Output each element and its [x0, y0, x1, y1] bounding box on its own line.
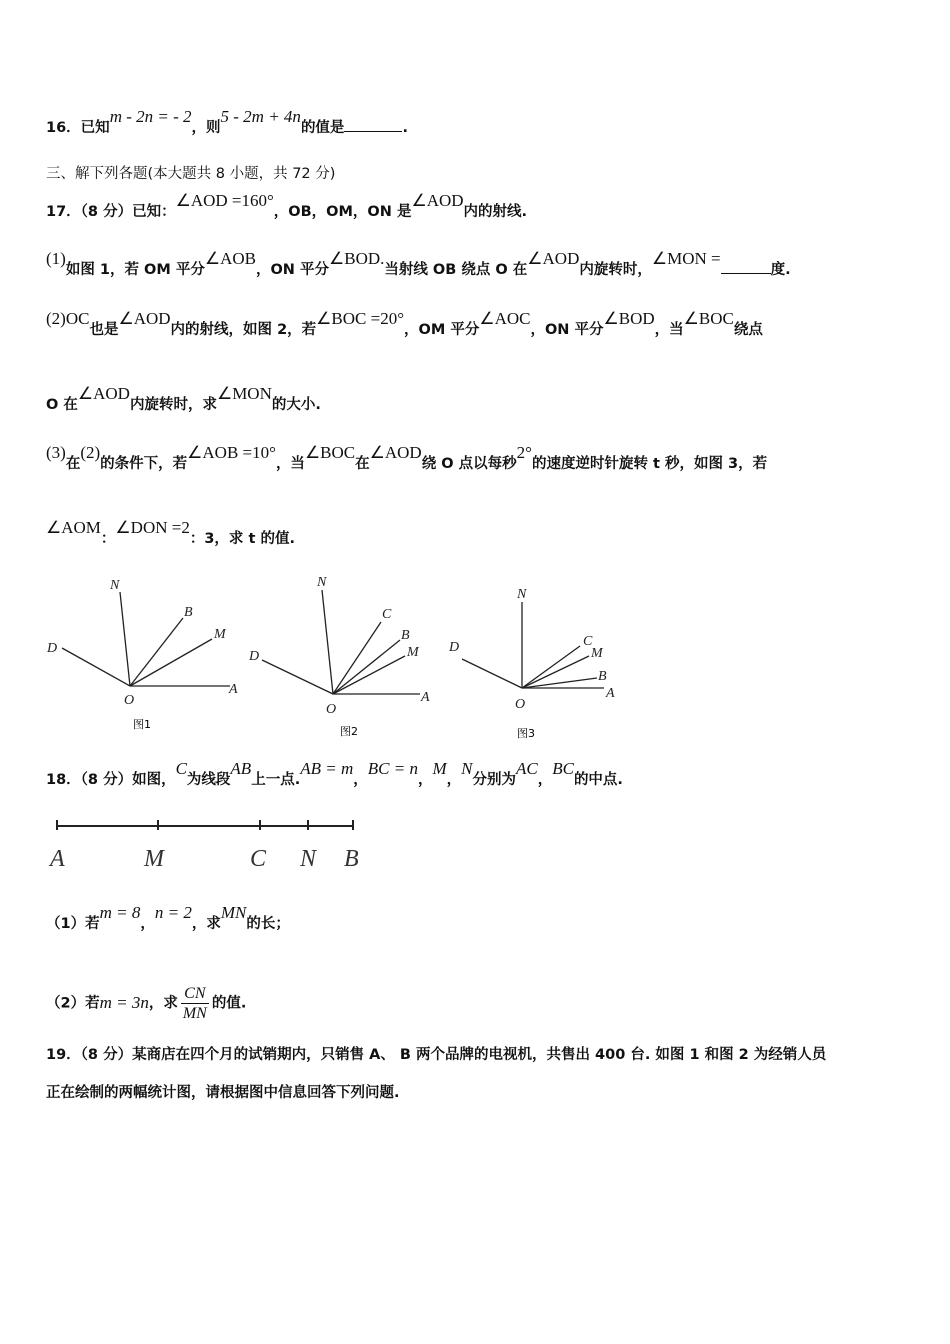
q18-part2: （2）若m = 3n，求 $\frac{CN}{MN}$ 的值. — [46, 985, 247, 1022]
fig2-label-D: D — [249, 649, 260, 664]
q17-figures — [0, 560, 950, 745]
q16-label: 16．已知 — [46, 120, 110, 136]
fig1-caption: 图1 — [133, 718, 151, 731]
fig2-label-M: M — [407, 645, 419, 660]
fig3-label-B: B — [598, 669, 607, 684]
segment-label-C: C — [250, 846, 267, 872]
fig2-label-B: B — [401, 628, 410, 643]
fig3-caption: 图3 — [517, 727, 535, 740]
q18-line-segment — [40, 812, 380, 874]
q17-part2-cont: O 在∠AOD内旋转时，求∠MON的大小. — [46, 384, 321, 413]
question-16: 16．已知m - 2n = - 2，则5 - 2m + 4n的值是 . — [46, 107, 408, 136]
fig2-label-O: O — [326, 702, 337, 717]
fig3-label-M: M — [591, 646, 603, 661]
answer-blank — [721, 273, 771, 274]
fig2-label-N: N — [317, 575, 327, 590]
fig1-label-A: A — [229, 682, 238, 697]
fig2-label-A: A — [421, 690, 430, 705]
fig3-label-N: N — [517, 587, 527, 602]
segment-label-B: B — [344, 846, 359, 872]
answer-blank — [344, 131, 402, 132]
fig1-label-B: B — [184, 605, 193, 620]
q17-part3-cont: ∠AOM：∠DON =2：3，求 t 的值. — [46, 518, 295, 547]
fig3-label-C: C — [583, 634, 593, 649]
q16-equation: m - 2n = - 2 — [109, 107, 192, 126]
question-19-line1: 19．（8 分）某商店在四个月的试销期内，只销售 A、 B 两个品牌的电视机，共售出 400 台. 如图 1 和图 2 为经销人员 — [46, 1047, 827, 1063]
fig1-label-D: D — [47, 641, 58, 656]
segment-label-M: M — [144, 846, 164, 872]
q17-part2: (2)OC也是∠AOD内的射线，如图 2，若∠BOC =20°，OM 平分∠AOC，ON 平分∠BOD，当∠BOC绕点 — [46, 309, 763, 338]
question-17-stem: 17．（8 分）已知：∠AOD =160°，OB，OM，ON 是∠AOD内的射线. — [46, 191, 528, 220]
fraction-cn-over-mn: $\frac{CN}{MN}$ — [182, 985, 207, 1022]
q16-expression: 5 - 2m + 4n — [220, 107, 301, 126]
fig3-label-O: O — [515, 697, 526, 712]
fig1-label-O: O — [124, 693, 135, 708]
fig1-label-N: N — [110, 578, 120, 593]
segment-label-A: A — [50, 846, 65, 872]
q18-part1: （1）若m = 8，n = 2，求MN的长； — [46, 903, 290, 932]
question-18-stem: 18．（8 分）如图，C为线段AB上一点.AB = m，BC = n，M，N分别为AC，BC的中点. — [46, 759, 623, 788]
fig1-label-M: M — [214, 627, 226, 642]
q17-part3: (3)在(2)的条件下，若∠AOB =10°，当∠BOC在∠AOD绕 O 点以每秒2°的速度逆时针旋转 t 秒，如图 3，若 — [46, 443, 768, 472]
section-heading: 三、解下列各题(本大题共 8 小题，共 72 分) — [46, 166, 336, 182]
question-19-line2: 正在绘制的两幅统计图，请根据图中信息回答下列问题. — [46, 1085, 400, 1101]
fig3-label-D: D — [449, 640, 460, 655]
fig2-caption: 图2 — [340, 725, 358, 738]
fig2-label-C: C — [382, 607, 392, 622]
fig3-label-A: A — [606, 686, 615, 701]
q17-part1: (1)如图 1，若 OM 平分∠AOB，ON 平分∠BOD.当射线 OB 绕点 O 在∠AOD内旋转时，∠MON =度. — [46, 249, 791, 278]
segment-label-N: N — [300, 846, 317, 872]
